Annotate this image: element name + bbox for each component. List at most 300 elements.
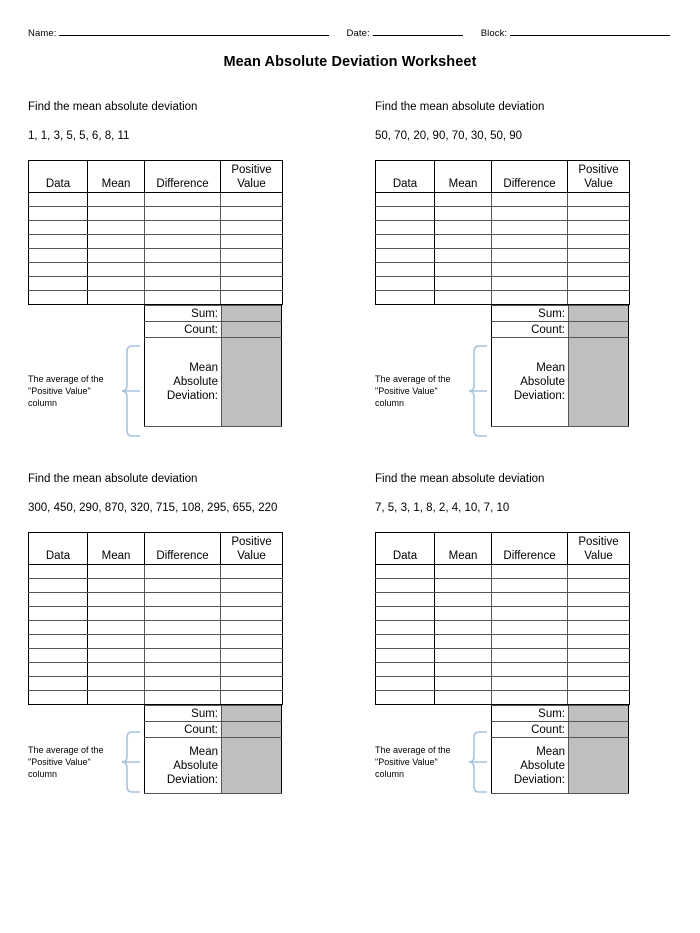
mad-table — [375, 532, 630, 705]
cell-data[interactable] — [376, 249, 435, 263]
cell-mean[interactable] — [88, 207, 145, 221]
summary-table — [491, 705, 629, 794]
mad-value-cell[interactable] — [222, 338, 282, 427]
cell-positive-value[interactable] — [221, 565, 283, 579]
cell-difference[interactable] — [492, 249, 568, 263]
problem-dataset: 7, 5, 3, 1, 8, 2, 4, 10, 7, 10 — [375, 502, 510, 514]
cell-positive-value[interactable] — [221, 277, 283, 291]
sum-label: Sum: — [145, 706, 222, 722]
cell-mean[interactable] — [435, 677, 492, 691]
cell-positive-value[interactable] — [568, 607, 630, 621]
column-header-positive-value — [568, 161, 630, 193]
summary-section — [28, 305, 283, 427]
cell-data[interactable] — [29, 621, 88, 635]
cell-data[interactable] — [376, 635, 435, 649]
count-label: Count: — [145, 322, 222, 338]
cell-positive-value[interactable] — [568, 593, 630, 607]
cell-positive-value[interactable] — [568, 207, 630, 221]
cell-positive-value[interactable] — [568, 565, 630, 579]
cell-data[interactable] — [376, 277, 435, 291]
table-body — [376, 193, 630, 305]
cell-difference[interactable] — [492, 663, 568, 677]
cell-data[interactable] — [376, 691, 435, 705]
annotation-caption — [28, 744, 120, 780]
column-header-mean: Mean — [88, 161, 145, 193]
table-row[interactable] — [376, 593, 630, 607]
summary-section — [28, 705, 283, 794]
column-header-data: Data — [376, 161, 435, 193]
cell-data[interactable] — [29, 649, 88, 663]
count-value-cell[interactable] — [569, 322, 629, 338]
sum-label: Sum: — [145, 306, 222, 322]
cell-data[interactable] — [29, 579, 88, 593]
positive-value-line2: Value — [584, 549, 613, 562]
cell-positive-value[interactable] — [568, 263, 630, 277]
mad-table — [28, 160, 283, 305]
cell-data[interactable] — [29, 677, 88, 691]
cell-data[interactable] — [29, 277, 88, 291]
sum-value-cell[interactable] — [222, 706, 282, 722]
cell-difference[interactable] — [145, 579, 221, 593]
block-input-rule[interactable] — [510, 26, 670, 36]
table-row[interactable] — [29, 677, 283, 691]
table-header-row — [29, 533, 283, 565]
cell-difference[interactable] — [145, 565, 221, 579]
cell-positive-value[interactable] — [221, 635, 283, 649]
date-label: Date: — [346, 28, 370, 39]
cell-difference[interactable] — [145, 635, 221, 649]
count-label: Count: — [145, 722, 222, 738]
cell-positive-value[interactable] — [221, 621, 283, 635]
cell-data[interactable] — [376, 263, 435, 277]
cell-mean[interactable] — [88, 249, 145, 263]
cell-positive-value[interactable] — [568, 621, 630, 635]
cell-difference[interactable] — [145, 249, 221, 263]
cell-difference[interactable] — [492, 593, 568, 607]
cell-positive-value[interactable] — [221, 593, 283, 607]
cell-mean[interactable] — [88, 277, 145, 291]
cell-difference[interactable] — [145, 193, 221, 207]
cell-positive-value[interactable] — [221, 207, 283, 221]
cell-positive-value[interactable] — [221, 663, 283, 677]
cell-mean[interactable] — [88, 235, 145, 249]
count-row — [492, 322, 629, 338]
cell-mean[interactable] — [435, 291, 492, 305]
summary-section — [375, 305, 630, 427]
table-row[interactable] — [376, 691, 630, 705]
column-header-difference: Difference — [492, 161, 568, 193]
curly-brace-icon — [467, 345, 489, 437]
mad-label-line1: Mean — [189, 745, 218, 758]
column-header-data: Data — [376, 533, 435, 565]
table-row[interactable] — [376, 621, 630, 635]
cell-positive-value[interactable] — [221, 221, 283, 235]
cell-difference[interactable] — [145, 263, 221, 277]
cell-difference[interactable] — [492, 677, 568, 691]
cell-difference[interactable] — [145, 621, 221, 635]
table-row[interactable] — [376, 565, 630, 579]
annotation-line1: The average of the — [375, 745, 451, 755]
table-row[interactable] — [376, 607, 630, 621]
cell-positive-value[interactable] — [568, 235, 630, 249]
cell-mean[interactable] — [88, 193, 145, 207]
mad-label — [145, 738, 222, 794]
column-header-difference: Difference — [145, 533, 221, 565]
cell-difference[interactable] — [145, 593, 221, 607]
cell-data[interactable] — [29, 235, 88, 249]
summary-section — [375, 705, 630, 794]
table-row[interactable] — [376, 263, 630, 277]
cell-difference[interactable] — [492, 621, 568, 635]
cell-difference[interactable] — [492, 277, 568, 291]
table-row[interactable] — [376, 235, 630, 249]
cell-mean[interactable] — [88, 663, 145, 677]
table-row[interactable] — [29, 593, 283, 607]
cell-positive-value[interactable] — [568, 663, 630, 677]
cell-difference[interactable] — [145, 207, 221, 221]
table-row[interactable] — [29, 607, 283, 621]
table-row[interactable] — [29, 277, 283, 291]
cell-data[interactable] — [376, 663, 435, 677]
summary-table — [144, 305, 282, 427]
name-input-rule[interactable] — [59, 26, 329, 36]
student-info-line — [28, 26, 672, 39]
cell-mean[interactable] — [88, 565, 145, 579]
mad-table — [375, 160, 630, 305]
table-row[interactable] — [29, 635, 283, 649]
cell-mean[interactable] — [435, 277, 492, 291]
curly-brace-icon — [120, 731, 142, 793]
annotation-line2: "Positive Value" — [28, 386, 91, 396]
problem-dataset: 300, 450, 290, 870, 320, 715, 108, 295, 655, 220 — [28, 502, 278, 514]
table-row[interactable] — [29, 649, 283, 663]
cell-mean[interactable] — [435, 635, 492, 649]
cell-positive-value[interactable] — [221, 649, 283, 663]
annotation-line1: The average of the — [28, 745, 104, 755]
cell-positive-value[interactable] — [221, 263, 283, 277]
problem-prompt: Find the mean absolute deviation — [375, 101, 545, 113]
problem-block-1 — [28, 101, 283, 427]
cell-positive-value[interactable] — [568, 291, 630, 305]
column-header-mean: Mean — [88, 533, 145, 565]
cell-data[interactable] — [29, 193, 88, 207]
cell-difference[interactable] — [492, 691, 568, 705]
column-header-data: Data — [29, 161, 88, 193]
table-row[interactable] — [376, 663, 630, 677]
mad-row — [145, 338, 282, 427]
cell-difference[interactable] — [492, 565, 568, 579]
cell-mean[interactable] — [435, 579, 492, 593]
column-header-positive-value — [221, 161, 283, 193]
table-row[interactable] — [376, 677, 630, 691]
cell-data[interactable] — [376, 579, 435, 593]
table-row[interactable] — [29, 193, 283, 207]
cell-data[interactable] — [376, 649, 435, 663]
cell-data[interactable] — [29, 691, 88, 705]
annotation-group — [375, 345, 489, 437]
table-row[interactable] — [29, 663, 283, 677]
problem-block-3 — [28, 473, 283, 794]
mad-label — [492, 338, 569, 427]
cell-mean[interactable] — [435, 263, 492, 277]
curly-brace-icon — [120, 345, 142, 437]
mad-row — [492, 338, 629, 427]
problem-prompt: Find the mean absolute deviation — [375, 473, 545, 485]
table-row[interactable] — [376, 277, 630, 291]
positive-value-line2: Value — [584, 177, 613, 190]
table-row[interactable] — [376, 579, 630, 593]
cell-data[interactable] — [376, 235, 435, 249]
positive-value-line2: Value — [237, 549, 266, 562]
cell-positive-value[interactable] — [568, 249, 630, 263]
cell-difference[interactable] — [492, 579, 568, 593]
mad-value-cell[interactable] — [569, 338, 629, 427]
mad-table — [28, 532, 283, 705]
cell-mean[interactable] — [88, 677, 145, 691]
sum-row — [145, 306, 282, 322]
cell-data[interactable] — [29, 593, 88, 607]
column-header-positive-value — [568, 533, 630, 565]
curly-brace-icon — [467, 731, 489, 793]
cell-mean[interactable] — [435, 249, 492, 263]
cell-mean[interactable] — [435, 593, 492, 607]
cell-positive-value[interactable] — [221, 235, 283, 249]
column-header-difference: Difference — [492, 533, 568, 565]
cell-mean[interactable] — [435, 663, 492, 677]
cell-data[interactable] — [376, 593, 435, 607]
mad-row — [145, 738, 282, 794]
sum-value-cell[interactable] — [569, 306, 629, 322]
count-value-cell[interactable] — [222, 322, 282, 338]
column-header-difference: Difference — [145, 161, 221, 193]
mad-label-line2: Absolute — [173, 759, 218, 772]
cell-difference[interactable] — [492, 221, 568, 235]
table-row[interactable] — [376, 207, 630, 221]
table-row[interactable] — [29, 691, 283, 705]
cell-difference[interactable] — [145, 291, 221, 305]
cell-difference[interactable] — [492, 649, 568, 663]
cell-difference[interactable] — [492, 207, 568, 221]
sum-label: Sum: — [492, 306, 569, 322]
table-row[interactable] — [29, 263, 283, 277]
table-row[interactable] — [376, 221, 630, 235]
annotation-line2: "Positive Value" — [28, 757, 91, 767]
mad-label-line3: Deviation: — [166, 773, 218, 786]
positive-value-line1: Positive — [578, 536, 619, 548]
table-row[interactable] — [29, 621, 283, 635]
cell-data[interactable] — [29, 663, 88, 677]
cell-difference[interactable] — [492, 291, 568, 305]
table-row[interactable] — [376, 249, 630, 263]
sum-value-cell[interactable] — [569, 706, 629, 722]
cell-difference[interactable] — [492, 235, 568, 249]
mad-label-line1: Mean — [189, 362, 218, 374]
cell-difference[interactable] — [145, 277, 221, 291]
mad-value-cell[interactable] — [569, 738, 629, 794]
table-header-row — [376, 533, 630, 565]
cell-mean[interactable] — [88, 579, 145, 593]
column-header-data: Data — [29, 533, 88, 565]
table-row[interactable] — [376, 649, 630, 663]
positive-value-line1: Positive — [231, 164, 272, 176]
count-value-cell[interactable] — [569, 722, 629, 738]
count-value-cell[interactable] — [222, 722, 282, 738]
cell-positive-value[interactable] — [568, 677, 630, 691]
cell-mean[interactable] — [88, 607, 145, 621]
annotation-caption — [375, 744, 467, 780]
annotation-line1: The average of the — [375, 374, 451, 384]
mad-label-line2: Absolute — [173, 376, 218, 388]
table-row[interactable] — [29, 235, 283, 249]
cell-difference[interactable] — [145, 649, 221, 663]
cell-data[interactable] — [29, 249, 88, 263]
cell-data[interactable] — [376, 565, 435, 579]
cell-data[interactable] — [29, 291, 88, 305]
cell-data[interactable] — [376, 607, 435, 621]
cell-mean[interactable] — [88, 263, 145, 277]
annotation-line2: "Positive Value" — [375, 757, 438, 767]
mad-label-line3: Deviation: — [513, 773, 565, 786]
mad-value-cell[interactable] — [222, 738, 282, 794]
problem-dataset: 50, 70, 20, 90, 70, 30, 50, 90 — [375, 130, 523, 142]
problem-prompt: Find the mean absolute deviation — [28, 473, 198, 485]
cell-positive-value[interactable] — [221, 677, 283, 691]
cell-difference[interactable] — [145, 691, 221, 705]
sum-row — [492, 706, 629, 722]
table-header-row — [29, 161, 283, 193]
sum-value-cell[interactable] — [222, 306, 282, 322]
cell-difference[interactable] — [145, 235, 221, 249]
positive-value-line2: Value — [237, 177, 266, 190]
cell-difference[interactable] — [492, 635, 568, 649]
cell-mean[interactable] — [435, 607, 492, 621]
cell-mean[interactable] — [88, 593, 145, 607]
annotation-line3: column — [375, 769, 405, 779]
table-row[interactable] — [29, 579, 283, 593]
cell-data[interactable] — [376, 193, 435, 207]
cell-positive-value[interactable] — [221, 579, 283, 593]
cell-positive-value[interactable] — [221, 193, 283, 207]
cell-data[interactable] — [376, 291, 435, 305]
cell-difference[interactable] — [145, 677, 221, 691]
cell-mean[interactable] — [88, 291, 145, 305]
cell-mean[interactable] — [88, 691, 145, 705]
mad-label-line2: Absolute — [520, 759, 565, 772]
cell-positive-value[interactable] — [568, 635, 630, 649]
count-label: Count: — [492, 322, 569, 338]
cell-positive-value[interactable] — [221, 691, 283, 705]
mad-label-line1: Mean — [536, 362, 565, 374]
cell-mean[interactable] — [435, 621, 492, 635]
table-row[interactable] — [376, 291, 630, 305]
column-header-positive-value — [221, 533, 283, 565]
cell-mean[interactable] — [435, 207, 492, 221]
block-label: Block: — [480, 28, 508, 39]
sum-label: Sum: — [492, 706, 569, 722]
count-row — [145, 722, 282, 738]
annotation-line3: column — [28, 398, 58, 408]
cell-mean[interactable] — [435, 691, 492, 705]
cell-positive-value[interactable] — [568, 649, 630, 663]
cell-difference[interactable] — [492, 263, 568, 277]
cell-mean[interactable] — [435, 565, 492, 579]
cell-difference[interactable] — [492, 607, 568, 621]
count-label: Count: — [492, 722, 569, 738]
cell-data[interactable] — [29, 221, 88, 235]
cell-positive-value[interactable] — [568, 691, 630, 705]
cell-mean[interactable] — [435, 649, 492, 663]
table-body — [29, 565, 283, 705]
cell-positive-value[interactable] — [568, 193, 630, 207]
table-row[interactable] — [29, 221, 283, 235]
summary-table — [491, 305, 629, 427]
mad-label-line1: Mean — [536, 745, 565, 758]
cell-mean[interactable] — [88, 635, 145, 649]
cell-data[interactable] — [376, 221, 435, 235]
cell-positive-value[interactable] — [221, 249, 283, 263]
count-row — [492, 722, 629, 738]
cell-data[interactable] — [29, 263, 88, 277]
cell-data[interactable] — [376, 677, 435, 691]
problem-dataset: 1, 1, 3, 5, 5, 6, 8, 11 — [28, 130, 130, 142]
mad-label-line3: Deviation: — [166, 390, 218, 402]
cell-data[interactable] — [29, 207, 88, 221]
cell-difference[interactable] — [145, 221, 221, 235]
cell-data[interactable] — [29, 607, 88, 621]
table-row[interactable] — [376, 193, 630, 207]
sum-row — [492, 306, 629, 322]
problem-prompt: Find the mean absolute deviation — [28, 101, 198, 113]
cell-mean[interactable] — [435, 221, 492, 235]
annotation-caption — [28, 373, 120, 409]
table-row[interactable] — [29, 565, 283, 579]
problem-block-2 — [375, 101, 630, 427]
cell-positive-value[interactable] — [221, 291, 283, 305]
cell-mean[interactable] — [88, 221, 145, 235]
cell-positive-value[interactable] — [221, 607, 283, 621]
cell-mean[interactable] — [435, 193, 492, 207]
mad-label — [145, 338, 222, 427]
cell-positive-value[interactable] — [568, 277, 630, 291]
mad-label-line3: Deviation: — [513, 390, 565, 402]
cell-difference[interactable] — [145, 607, 221, 621]
annotation-group — [28, 731, 142, 793]
table-row[interactable] — [29, 249, 283, 263]
cell-data[interactable] — [29, 565, 88, 579]
cell-positive-value[interactable] — [568, 221, 630, 235]
cell-data[interactable] — [29, 635, 88, 649]
problem-block-4 — [375, 473, 630, 794]
date-input-rule[interactable] — [373, 26, 463, 36]
annotation-line3: column — [28, 769, 58, 779]
summary-table — [144, 705, 282, 794]
cell-difference[interactable] — [145, 663, 221, 677]
cell-mean[interactable] — [88, 649, 145, 663]
cell-data[interactable] — [376, 207, 435, 221]
annotation-group — [28, 345, 142, 437]
cell-mean[interactable] — [435, 235, 492, 249]
page-title: Mean Absolute Deviation Worksheet — [223, 54, 477, 70]
table-row[interactable] — [376, 635, 630, 649]
positive-value-line1: Positive — [231, 536, 272, 548]
count-row — [145, 322, 282, 338]
cell-difference[interactable] — [492, 193, 568, 207]
table-row[interactable] — [29, 291, 283, 305]
cell-data[interactable] — [376, 621, 435, 635]
cell-mean[interactable] — [88, 621, 145, 635]
cell-positive-value[interactable] — [568, 579, 630, 593]
table-row[interactable] — [29, 207, 283, 221]
